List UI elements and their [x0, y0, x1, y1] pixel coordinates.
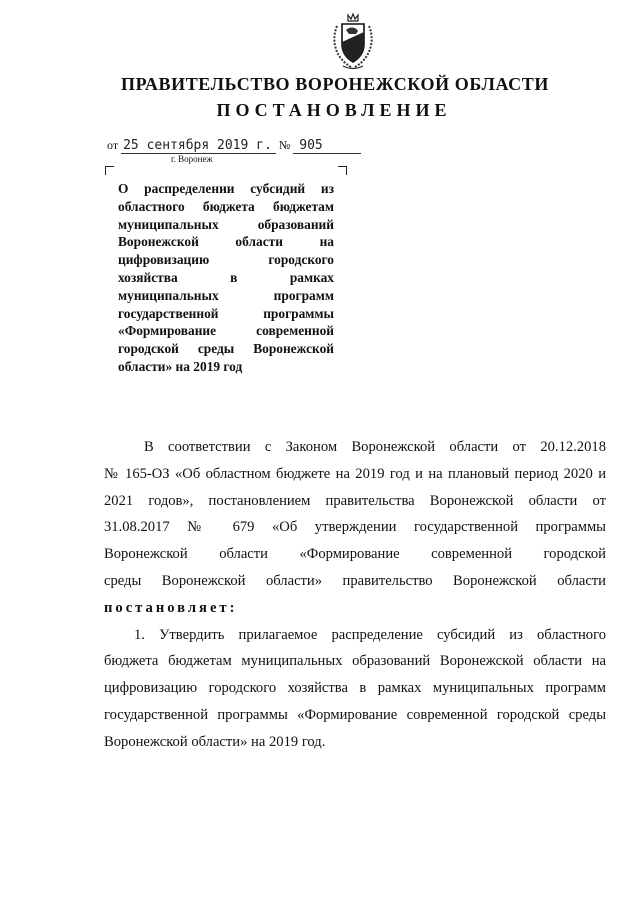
coat-of-arms-icon: [329, 12, 377, 72]
preamble-line: 31.08.2017 № 679 «Об утверждении государственной программы: [104, 519, 606, 536]
subject-line: О распределении субсидий из: [118, 181, 334, 196]
subject-line: муниципальных образований: [118, 216, 334, 232]
subject-line: Воронежской области на: [118, 234, 334, 250]
item-line: бюджета бюджетам муниципальных образований Воронежской области на: [104, 653, 606, 670]
item-line: Воронежской области» на 2019 год.: [104, 733, 326, 750]
number-label: №: [278, 138, 291, 152]
subject-line: областного бюджета бюджетам: [118, 198, 334, 214]
corner-mark-right: [338, 166, 347, 175]
city-label: г. Воронеж: [171, 154, 213, 164]
corner-mark-left: [105, 166, 114, 175]
preamble-line: № 165-ОЗ «Об областном бюджете на 2019 год и на плановый период 2020 и: [104, 465, 606, 482]
from-label: от: [107, 138, 119, 152]
preamble-line: 2021 годов», постановлением правительства Воронежской области от: [104, 492, 606, 509]
document-body: [104, 434, 606, 756]
preamble-line: среды Воронежской области» правительство Воронежской области: [104, 572, 606, 589]
item-line: 1. Утвердить прилагаемое распределение субсидий из областного: [134, 626, 606, 643]
subject-line: «Формирование современной: [118, 323, 334, 339]
item-line: государственной программы «Формирование современной городской среды: [104, 706, 606, 723]
document-date: 25 сентября 2019 г.: [121, 138, 276, 154]
subject-line: цифровизацию городского: [118, 252, 334, 268]
subject-line: государственной программы: [118, 305, 334, 321]
subject-line: хозяйства в рамках: [118, 269, 334, 285]
subject-line: городской среды Воронежской: [118, 341, 334, 357]
subject-line: муниципальных программ: [118, 287, 334, 303]
preamble-line: Воронежской области «Формирование современной городской: [104, 546, 606, 563]
government-name: ПРАВИТЕЛЬСТВО ВОРОНЕЖСКОЙ ОБЛАСТИ: [121, 74, 549, 94]
decree-word: постановляет:: [104, 599, 238, 616]
preamble-line: В соответствии с Законом Воронежской области от 20.12.2018: [144, 439, 606, 455]
date-number-line: [107, 138, 361, 154]
item-line: цифровизацию городского хозяйства в рамках муниципальных программ: [104, 680, 606, 697]
subject-heading: [118, 180, 334, 376]
subject-line: области» на 2019 год: [118, 358, 243, 374]
document-number: 905: [293, 138, 361, 154]
document-type: ПОСТАНОВЛЕНИЕ: [216, 100, 452, 120]
